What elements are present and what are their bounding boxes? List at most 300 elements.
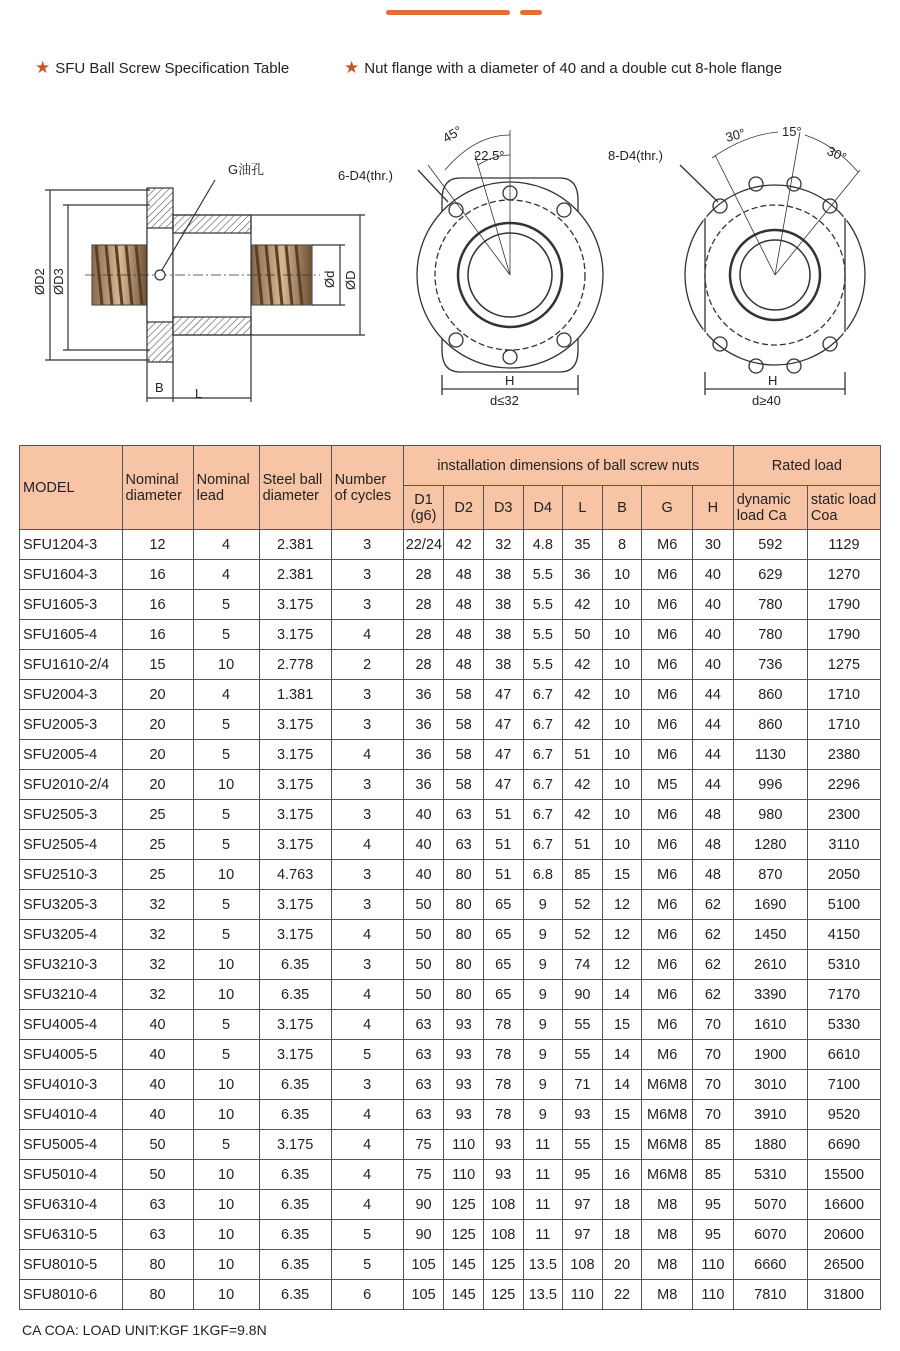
table-cell: 9 (523, 980, 563, 1010)
table-cell: 32 (483, 530, 523, 560)
table-cell: 9 (523, 920, 563, 950)
table-cell: 32 (122, 890, 193, 920)
table-cell: 2.778 (259, 650, 331, 680)
table-cell: 70 (693, 1100, 734, 1130)
table-cell: 12 (602, 890, 642, 920)
table-cell: 870 (733, 860, 807, 890)
table-cell: 6.7 (523, 830, 563, 860)
table-cell: 44 (693, 770, 734, 800)
table-cell: 93 (483, 1160, 523, 1190)
table-cell: 1690 (733, 890, 807, 920)
table-cell: 3 (331, 710, 403, 740)
table-cell: 6.35 (259, 980, 331, 1010)
table-cell: 2380 (807, 740, 880, 770)
table-cell: 10 (193, 650, 259, 680)
table-row (20, 1250, 881, 1280)
table-cell: M6 (642, 620, 693, 650)
table-cell: 40 (403, 800, 444, 830)
table-cell: 40 (122, 1070, 193, 1100)
table-cell: 63 (403, 1010, 444, 1040)
table-cell: 3010 (733, 1070, 807, 1100)
table-cell: 80 (444, 860, 484, 890)
table-cell: 125 (483, 1250, 523, 1280)
table-cell: 93 (444, 1040, 484, 1070)
table-cell: 44 (693, 680, 734, 710)
table-cell: 80 (444, 920, 484, 950)
table-cell: 51 (483, 830, 523, 860)
cond-label-1: d≤32 (490, 393, 519, 408)
table-cell: M5 (642, 770, 693, 800)
table-cell: 5100 (807, 890, 880, 920)
table-cell: 780 (733, 620, 807, 650)
table-cell: 28 (403, 560, 444, 590)
table-cell: 28 (403, 590, 444, 620)
table-row (20, 710, 881, 740)
table-cell: M6 (642, 1040, 693, 1070)
col-nominal-diameter: Nominal diameter (122, 446, 193, 530)
table-cell: 8 (602, 530, 642, 560)
table-row (20, 1280, 881, 1310)
table-cell: 11 (523, 1130, 563, 1160)
table-cell: 42 (563, 650, 603, 680)
table-cell: 5070 (733, 1190, 807, 1220)
table-cell: 3.175 (259, 620, 331, 650)
table-cell: M8 (642, 1190, 693, 1220)
l-label: L (195, 386, 203, 401)
table-cell: 5 (193, 710, 259, 740)
table-cell: 1880 (733, 1130, 807, 1160)
model-cell: SFU4005-5 (20, 1040, 123, 1070)
table-row (20, 920, 881, 950)
table-cell: 10 (193, 950, 259, 980)
table-cell: 63 (403, 1100, 444, 1130)
table-cell: 6.35 (259, 1190, 331, 1220)
table-cell: 3.175 (259, 920, 331, 950)
table-cell: 93 (444, 1070, 484, 1100)
table-cell: 93 (483, 1130, 523, 1160)
table-cell: 95 (693, 1220, 734, 1250)
table-cell: M6 (642, 1010, 693, 1040)
table-cell: 78 (483, 1040, 523, 1070)
table-cell: 5.5 (523, 590, 563, 620)
table-cell: 125 (483, 1280, 523, 1310)
table-cell: 48 (444, 620, 484, 650)
table-cell: 63 (403, 1040, 444, 1070)
table-cell: 36 (563, 560, 603, 590)
table-cell: 145 (444, 1280, 484, 1310)
table-cell: 65 (483, 890, 523, 920)
table-cell: 9 (523, 890, 563, 920)
table-cell: 10 (602, 680, 642, 710)
table-cell: 28 (403, 620, 444, 650)
table-cell: 20 (602, 1250, 642, 1280)
table-cell: 6.7 (523, 710, 563, 740)
table-cell: 3 (331, 950, 403, 980)
col-b: B (602, 486, 642, 530)
col-group-install: installation dimensions of ball screw nuts (403, 446, 733, 486)
table-cell: 5 (193, 1040, 259, 1070)
table-cell: 9 (523, 1100, 563, 1130)
table-cell: M6M8 (642, 1160, 693, 1190)
table-cell: 51 (483, 860, 523, 890)
table-cell: 10 (602, 830, 642, 860)
table-cell: 47 (483, 740, 523, 770)
col-model: MODEL (20, 446, 123, 530)
table-cell: 28 (403, 650, 444, 680)
table-cell: 50 (403, 950, 444, 980)
table-cell: 5 (193, 620, 259, 650)
table-cell: 6 (331, 1280, 403, 1310)
table-cell: 12 (602, 950, 642, 980)
table-cell: 108 (483, 1220, 523, 1250)
table-cell: M6 (642, 590, 693, 620)
table-cell: 10 (602, 560, 642, 590)
table-cell: 108 (563, 1250, 603, 1280)
model-cell: SFU2510-3 (20, 860, 123, 890)
table-cell: 65 (483, 950, 523, 980)
table-cell: 10 (193, 770, 259, 800)
table-cell: 9 (523, 950, 563, 980)
table-cell: 110 (563, 1280, 603, 1310)
table-cell: 63 (444, 800, 484, 830)
table-cell: 55 (563, 1130, 603, 1160)
table-row (20, 830, 881, 860)
table-cell: 860 (733, 680, 807, 710)
table-cell: M6 (642, 560, 693, 590)
model-cell: SFU2005-4 (20, 740, 123, 770)
table-cell: 3 (331, 560, 403, 590)
table-cell: 629 (733, 560, 807, 590)
table-cell: 105 (403, 1250, 444, 1280)
table-cell: 7810 (733, 1280, 807, 1310)
table-cell: 3.175 (259, 710, 331, 740)
table-cell: 6.35 (259, 1100, 331, 1130)
table-cell: 860 (733, 710, 807, 740)
table-cell: 15 (602, 1010, 642, 1040)
table-cell: 42 (563, 770, 603, 800)
table-cell: 9 (523, 1040, 563, 1070)
table-cell: 1280 (733, 830, 807, 860)
model-cell: SFU2505-3 (20, 800, 123, 830)
col-nominal-lead: Nominal lead (193, 446, 259, 530)
table-cell: 90 (563, 980, 603, 1010)
table-cell: 736 (733, 650, 807, 680)
model-cell: SFU8010-5 (20, 1250, 123, 1280)
table-cell: 50 (563, 620, 603, 650)
model-cell: SFU4005-4 (20, 1010, 123, 1040)
table-cell: 4 (193, 530, 259, 560)
h-label-2: H (768, 373, 778, 388)
table-cell: 48 (444, 650, 484, 680)
table-cell: 38 (483, 590, 523, 620)
table-cell: 44 (693, 740, 734, 770)
table-cell: 3 (331, 890, 403, 920)
table-cell: 95 (563, 1160, 603, 1190)
table-cell: 42 (563, 590, 603, 620)
table-cell: 16 (122, 560, 193, 590)
table-cell: 4 (331, 1010, 403, 1040)
table-cell: 32 (122, 920, 193, 950)
model-cell: SFU1605-3 (20, 590, 123, 620)
table-cell: 6.35 (259, 950, 331, 980)
technical-drawings (0, 110, 900, 410)
star-icon: ★ (344, 58, 360, 77)
table-cell: 20 (122, 770, 193, 800)
table-cell: 47 (483, 710, 523, 740)
table-row (20, 800, 881, 830)
angle-30-label-a: 30° (723, 125, 747, 145)
table-cell: 40 (693, 590, 734, 620)
table-cell: 65 (483, 920, 523, 950)
table-cell: 35 (563, 530, 603, 560)
side-view-drawing (45, 180, 365, 402)
table-cell: 6660 (733, 1250, 807, 1280)
table-cell: 9 (523, 1070, 563, 1100)
table-cell: 50 (403, 980, 444, 1010)
table-cell: M6M8 (642, 1130, 693, 1160)
model-cell: SFU5005-4 (20, 1130, 123, 1160)
table-cell: 6.7 (523, 800, 563, 830)
table-cell: 38 (483, 560, 523, 590)
decorative-bar (386, 10, 510, 15)
table-cell: M6M8 (642, 1100, 693, 1130)
table-cell: 110 (444, 1160, 484, 1190)
table-cell: 110 (693, 1280, 734, 1310)
flange-note-text: Nut flange with a diameter of 40 and a double cut 8-hole flange (364, 60, 783, 77)
table-cell: 85 (563, 860, 603, 890)
table-cell: 6.8 (523, 860, 563, 890)
table-cell: 6610 (807, 1040, 880, 1070)
table-cell: 16 (122, 620, 193, 650)
table-cell: 51 (563, 740, 603, 770)
table-cell: 10 (193, 1100, 259, 1130)
table-cell: 1.381 (259, 680, 331, 710)
table-cell: 2050 (807, 860, 880, 890)
col-steel-ball: Steel ball diameter (259, 446, 331, 530)
table-cell: 10 (193, 1220, 259, 1250)
table-cell: M6 (642, 680, 693, 710)
table-cell: 14 (602, 980, 642, 1010)
table-cell: 51 (563, 830, 603, 860)
table-row (20, 680, 881, 710)
table-cell: 2.381 (259, 530, 331, 560)
flange-note-title (344, 58, 782, 78)
table-cell: 1275 (807, 650, 880, 680)
table-cell: 93 (444, 1010, 484, 1040)
table-cell: 36 (403, 710, 444, 740)
table-cell: 38 (483, 650, 523, 680)
col-cycles: Number of cycles (331, 446, 403, 530)
table-cell: 42 (563, 710, 603, 740)
table-cell: M6 (642, 530, 693, 560)
model-cell: SFU1605-4 (20, 620, 123, 650)
table-cell: 65 (483, 980, 523, 1010)
table-cell: 25 (122, 830, 193, 860)
table-cell: 51 (483, 800, 523, 830)
table-cell: 32 (122, 950, 193, 980)
table-cell: 48 (444, 560, 484, 590)
table-cell: 16 (122, 590, 193, 620)
table-cell: 10 (193, 1070, 259, 1100)
col-d4: D4 (523, 486, 563, 530)
eight-holes-label: 8-D4(thr.) (608, 148, 663, 163)
table-cell: 15500 (807, 1160, 880, 1190)
cond-label-2: d≥40 (752, 393, 781, 408)
model-cell: SFU5010-4 (20, 1160, 123, 1190)
table-cell: 996 (733, 770, 807, 800)
table-cell: M6 (642, 980, 693, 1010)
table-cell: 10 (193, 1190, 259, 1220)
table-row (20, 620, 881, 650)
table-row (20, 770, 881, 800)
table-cell: 52 (563, 890, 603, 920)
table-cell: 36 (403, 770, 444, 800)
table-cell: 3 (331, 530, 403, 560)
table-cell: 18 (602, 1220, 642, 1250)
table-cell: 93 (444, 1100, 484, 1130)
table-cell: 6.7 (523, 740, 563, 770)
model-cell: SFU2505-4 (20, 830, 123, 860)
big-d-label: ØD (343, 270, 358, 290)
table-cell: 1900 (733, 1040, 807, 1070)
table-cell: 6.7 (523, 680, 563, 710)
table-cell: 6.35 (259, 1220, 331, 1250)
table-cell: 4 (331, 1160, 403, 1190)
table-cell: 78 (483, 1070, 523, 1100)
table-cell: 38 (483, 620, 523, 650)
table-cell: 5 (193, 800, 259, 830)
table-cell: 47 (483, 680, 523, 710)
table-cell: 62 (693, 950, 734, 980)
table-cell: 5.5 (523, 560, 563, 590)
table-cell: 1710 (807, 680, 880, 710)
table-cell: 3.175 (259, 890, 331, 920)
table-cell: 85 (693, 1160, 734, 1190)
table-cell: 6690 (807, 1130, 880, 1160)
table-cell: 25 (122, 800, 193, 830)
table-cell: 10 (602, 710, 642, 740)
table-cell: 3.175 (259, 590, 331, 620)
table-cell: 40 (403, 830, 444, 860)
table-cell: 11 (523, 1190, 563, 1220)
table-cell: 80 (122, 1280, 193, 1310)
table-row (20, 560, 881, 590)
table-cell: 20 (122, 710, 193, 740)
table-cell: 7100 (807, 1070, 880, 1100)
table-cell: 42 (563, 680, 603, 710)
table-cell: 125 (444, 1220, 484, 1250)
table-cell: M6 (642, 650, 693, 680)
model-cell: SFU2005-3 (20, 710, 123, 740)
table-cell: M8 (642, 1280, 693, 1310)
table-cell: 80 (444, 890, 484, 920)
table-cell: 26500 (807, 1250, 880, 1280)
table-row (20, 1130, 881, 1160)
table-cell: 5 (331, 1220, 403, 1250)
table-cell: 2296 (807, 770, 880, 800)
table-cell: 6.35 (259, 1160, 331, 1190)
table-cell: 95 (693, 1190, 734, 1220)
table-cell: 14 (602, 1070, 642, 1100)
table-cell: 30 (693, 530, 734, 560)
table-cell: M6 (642, 890, 693, 920)
table-cell: M6 (642, 800, 693, 830)
col-d2: D2 (444, 486, 484, 530)
table-cell: 12 (602, 920, 642, 950)
table-cell: 42 (563, 800, 603, 830)
table-cell: 63 (122, 1220, 193, 1250)
table-cell: 592 (733, 530, 807, 560)
table-cell: 36 (403, 740, 444, 770)
table-cell: 4 (193, 680, 259, 710)
table-row (20, 650, 881, 680)
star-icon: ★ (35, 58, 51, 77)
d3-label: ØD3 (51, 268, 66, 295)
col-static: static load Coa (807, 486, 880, 530)
table-cell: 4150 (807, 920, 880, 950)
table-cell: 12 (122, 530, 193, 560)
table-cell: 85 (693, 1130, 734, 1160)
table-cell: 48 (693, 830, 734, 860)
table-cell: 4 (331, 830, 403, 860)
table-cell: 3910 (733, 1100, 807, 1130)
table-row (20, 1010, 881, 1040)
table-row (20, 1070, 881, 1100)
model-cell: SFU3210-4 (20, 980, 123, 1010)
table-cell: 110 (693, 1250, 734, 1280)
table-cell: 4 (331, 1130, 403, 1160)
table-cell: 10 (602, 590, 642, 620)
table-cell: 80 (444, 950, 484, 980)
table-cell: 25 (122, 860, 193, 890)
table-cell: 14 (602, 1040, 642, 1070)
table-cell: 1790 (807, 620, 880, 650)
table-cell: 4.763 (259, 860, 331, 890)
table-cell: 3.175 (259, 830, 331, 860)
table-row (20, 1160, 881, 1190)
table-cell: 3 (331, 770, 403, 800)
table-cell: 4 (331, 1100, 403, 1130)
table-cell: 5 (193, 830, 259, 860)
table-cell: 32 (122, 980, 193, 1010)
table-cell: 71 (563, 1070, 603, 1100)
table-cell: 3110 (807, 830, 880, 860)
table-cell: 1610 (733, 1010, 807, 1040)
table-cell: 9 (523, 1010, 563, 1040)
table-cell: 4 (331, 920, 403, 950)
table-cell: 10 (602, 770, 642, 800)
table-cell: 58 (444, 770, 484, 800)
table-cell: 7170 (807, 980, 880, 1010)
table-cell: 110 (444, 1130, 484, 1160)
table-cell: 16600 (807, 1190, 880, 1220)
table-cell: 58 (444, 680, 484, 710)
table-cell: 15 (602, 1130, 642, 1160)
table-cell: 5 (193, 920, 259, 950)
table-cell: 70 (693, 1070, 734, 1100)
angle-45-label: 45° (440, 122, 465, 146)
table-cell: 40 (122, 1010, 193, 1040)
col-h: H (693, 486, 734, 530)
table-cell: 5 (193, 590, 259, 620)
table-cell: 13.5 (523, 1250, 563, 1280)
table-cell: 10 (602, 740, 642, 770)
table-cell: 50 (403, 890, 444, 920)
table-cell: 5.5 (523, 650, 563, 680)
model-cell: SFU1610-2/4 (20, 650, 123, 680)
table-cell: 75 (403, 1130, 444, 1160)
table-cell: 6.35 (259, 1250, 331, 1280)
